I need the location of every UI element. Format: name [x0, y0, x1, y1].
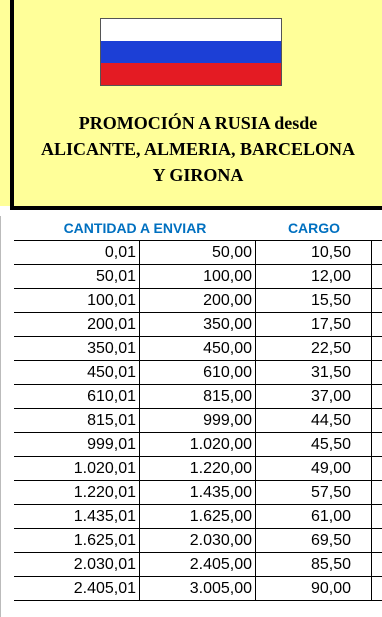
cell-hasta: 100,00: [140, 265, 256, 288]
cell-desde: 450,01: [14, 361, 140, 384]
cell-desde: 50,01: [14, 265, 140, 288]
table-row: [14, 409, 382, 433]
promo-title-line-2: ALICANTE, ALMERIA, BARCELONA: [40, 139, 356, 159]
cell-hasta: 350,00: [140, 313, 256, 336]
header-bottom-border: [10, 206, 382, 210]
table-row: [14, 481, 382, 505]
cell-cargo: 61,00: [256, 505, 372, 528]
cell-desde: 2.030,01: [14, 553, 140, 576]
promo-title-line-1: PROMOCIÓN A RUSIA desde: [78, 113, 318, 133]
flag-stripe-red: [101, 63, 281, 85]
cell-desde: 1.020,01: [14, 457, 140, 480]
cell-hasta: 1.625,00: [140, 505, 256, 528]
table-row: [14, 577, 382, 601]
cell-hasta: 2.030,00: [140, 529, 256, 552]
table-row: [14, 433, 382, 457]
table-row: [14, 313, 382, 337]
table-row: [14, 289, 382, 313]
table-row: [14, 529, 382, 553]
cell-cargo: 15,50: [256, 289, 372, 312]
column-headers: [14, 216, 382, 240]
cell-hasta: 50,00: [140, 241, 256, 264]
table-row: [14, 553, 382, 577]
cell-hasta: 1.220,00: [140, 457, 256, 480]
cell-desde: 610,01: [14, 385, 140, 408]
header-cantidad: CANTIDAD A ENVIAR: [63, 220, 207, 236]
cell-hasta: 1.020,00: [140, 433, 256, 456]
table-row: [14, 457, 382, 481]
cell-hasta: 610,00: [140, 361, 256, 384]
cell-cargo: 12,00: [256, 265, 372, 288]
table-row: [14, 241, 382, 265]
cell-desde: 0,01: [14, 241, 140, 264]
table-row: [14, 265, 382, 289]
cell-hasta: 450,00: [140, 337, 256, 360]
cell-desde: 2.405,01: [14, 577, 140, 600]
cell-cargo: 49,00: [256, 457, 372, 480]
cell-cargo: 44,50: [256, 409, 372, 432]
promo-title-line-3: Y GIRONA: [152, 165, 244, 185]
cell-cargo: 85,50: [256, 553, 372, 576]
cell-cargo: 31,50: [256, 361, 372, 384]
rate-table: [14, 240, 382, 601]
cell-cargo: 45,50: [256, 433, 372, 456]
cell-cargo: 90,00: [256, 577, 372, 600]
table-row: [14, 505, 382, 529]
cell-cargo: 57,50: [256, 481, 372, 504]
promo-title: [14, 110, 382, 188]
cell-desde: 1.220,01: [14, 481, 140, 504]
cell-desde: 815,01: [14, 409, 140, 432]
cell-hasta: 999,00: [140, 409, 256, 432]
cell-hasta: 815,00: [140, 385, 256, 408]
cell-cargo: 17,50: [256, 313, 372, 336]
cell-cargo: 37,00: [256, 385, 372, 408]
header-cargo: CARGO: [287, 220, 341, 236]
flag-stripe-blue: [101, 41, 281, 63]
cell-desde: 1.435,01: [14, 505, 140, 528]
cell-desde: 1.625,01: [14, 529, 140, 552]
cell-hasta: 200,00: [140, 289, 256, 312]
cell-desde: 350,01: [14, 337, 140, 360]
cell-hasta: 2.405,00: [140, 553, 256, 576]
cell-cargo: 69,50: [256, 529, 372, 552]
table-row: [14, 337, 382, 361]
table-row: [14, 361, 382, 385]
flag-stripe-white: [101, 19, 281, 41]
cell-hasta: 3.005,00: [140, 577, 256, 600]
left-gridline: [0, 216, 1, 617]
cell-desde: 100,01: [14, 289, 140, 312]
russia-flag-icon: [100, 18, 282, 86]
cell-desde: 200,01: [14, 313, 140, 336]
cell-cargo: 22,50: [256, 337, 372, 360]
cell-cargo: 10,50: [256, 241, 372, 264]
table-row: [14, 385, 382, 409]
cell-desde: 999,01: [14, 433, 140, 456]
cell-hasta: 1.435,00: [140, 481, 256, 504]
